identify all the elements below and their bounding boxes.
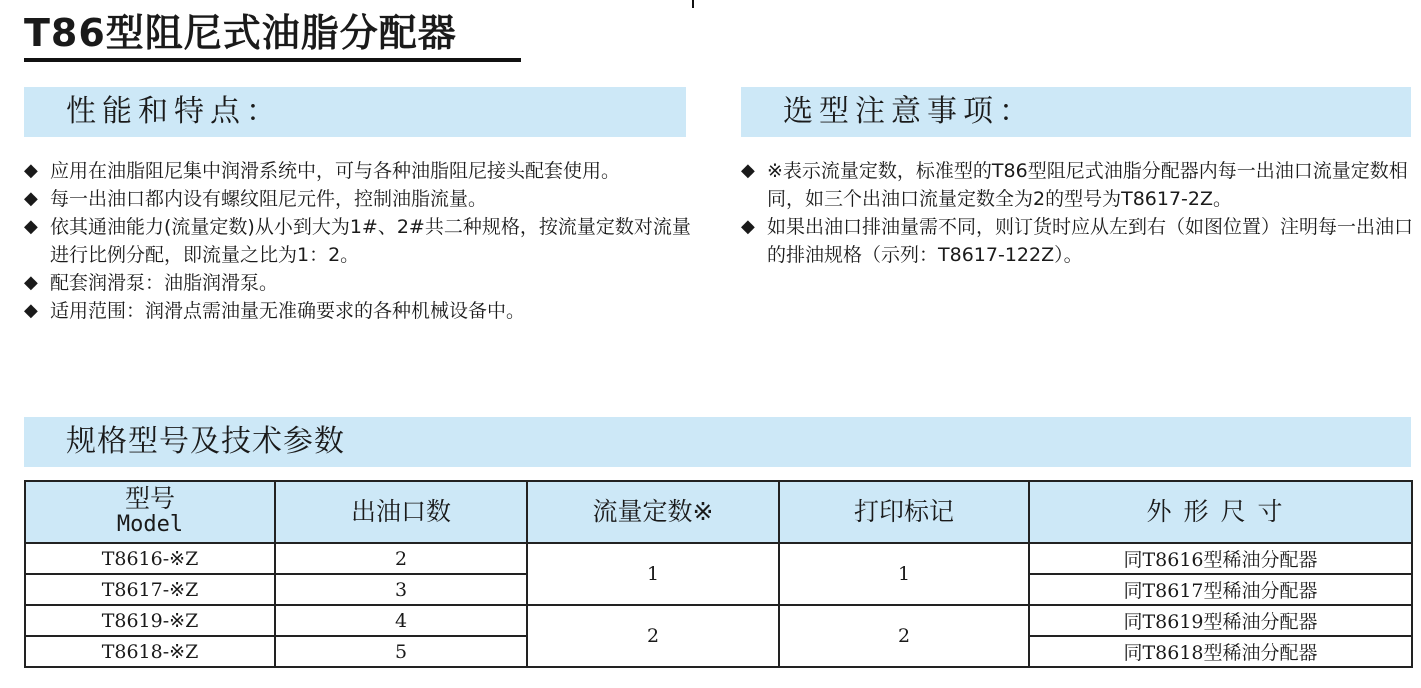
feature-item: ◆ 应用在油脂阻尼集中润滑系统中，可与各种油脂阻尼接头配套使用。 — [24, 157, 694, 185]
cell-flow: 2 — [527, 605, 779, 667]
header-outlets: 出油口数 — [275, 481, 527, 543]
cell-outlets: 5 — [275, 636, 527, 667]
feature-item: ◆ 依其通油能力(流量定数)从小到大为1#、2#共二种规格，按流量定数对流量进行比例分配，即流量之比为1：2。 — [24, 213, 694, 269]
cell-dimensions: 同T8617型稀油分配器 — [1029, 574, 1412, 605]
cell-mark: 1 — [779, 543, 1029, 605]
top-tick-mark — [692, 0, 694, 8]
title-underline — [24, 58, 521, 62]
cell-model: T8616-※Z — [25, 543, 275, 574]
spec-table-header-row — [25, 481, 1412, 543]
feature-item: ◆ 配套润滑泵：油脂润滑泵。 — [24, 269, 694, 297]
notes-heading: 选型注意事项： — [783, 94, 1035, 129]
cell-dimensions: 同T8618型稀油分配器 — [1029, 636, 1412, 667]
note-item: ◆ 如果出油口排油量需不同，则订货时应从左到右（如图位置）注明每一出油口的排油规格（示列：T8617-122Z）。 — [741, 213, 1413, 269]
features-list-block — [24, 157, 694, 325]
spec-heading: 规格型号及技术参数 — [66, 424, 345, 459]
header-mark: 打印标记 — [779, 481, 1029, 543]
feature-item: ◆ 适用范围：润滑点需油量无准确要求的各种机械设备中。 — [24, 297, 694, 325]
cell-flow: 1 — [527, 543, 779, 605]
features-heading: 性能和特点： — [66, 94, 282, 129]
header-dimensions: 外形尺寸 — [1029, 481, 1412, 543]
cell-model: T8619-※Z — [25, 605, 275, 636]
header-flow: 流量定数※ — [527, 481, 779, 543]
table-row — [25, 543, 1412, 574]
cell-mark: 2 — [779, 605, 1029, 667]
notes-section-header — [741, 87, 1411, 137]
cell-dimensions: 同T8616型稀油分配器 — [1029, 543, 1412, 574]
cell-outlets: 2 — [275, 543, 527, 574]
features-section-header — [24, 87, 686, 137]
features-list — [24, 157, 694, 325]
feature-item: ◆ 每一出油口都内设有螺纹阻尼元件，控制油脂流量。 — [24, 185, 694, 213]
cell-outlets: 3 — [275, 574, 527, 605]
table-row — [25, 605, 1412, 636]
page-title: T86型阻尼式油脂分配器 — [24, 11, 457, 55]
cell-model: T8618-※Z — [25, 636, 275, 667]
notes-list-block — [741, 157, 1413, 269]
spec-section-header — [24, 417, 1411, 467]
header-model-en: Model — [116, 512, 184, 537]
cell-outlets: 4 — [275, 605, 527, 636]
header-model — [25, 481, 275, 543]
header-model-cn: 型号 — [124, 484, 175, 513]
notes-list — [741, 157, 1413, 269]
note-item: ◆ ※表示流量定数，标准型的T86型阻尼式油脂分配器内每一出油口流量定数相同，如三个出油口流量定数全为2的型号为T8617-2Z。 — [741, 157, 1413, 213]
cell-model: T8617-※Z — [25, 574, 275, 605]
spec-table — [24, 480, 1413, 668]
cell-dimensions: 同T8619型稀油分配器 — [1029, 605, 1412, 636]
